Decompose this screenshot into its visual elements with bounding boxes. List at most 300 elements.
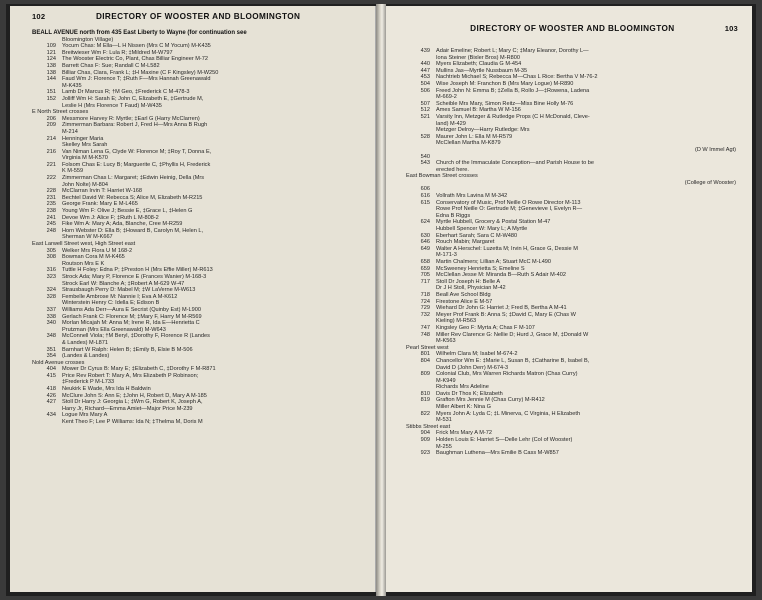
house-number: 718 [420,291,430,298]
house-number: 822 [420,410,430,417]
entry-text: Messmore Harvey R: Myrtle; ‡Earl G (Harry McClarren) [62,115,200,122]
entry-text: BEALL AVENUE north from 435 East Liberty to Wayne (for continuation see [32,30,247,36]
directory-entry [406,88,740,95]
entry-text: Morlan Micajah M: Anna M; Irene R, Ida E—Henrietta C [62,320,200,327]
house-number: 222 [46,175,56,182]
house-number: 732 [420,311,430,318]
entry-text: Stoll Dr Joseph H: Belle A [436,278,501,285]
directory-entry [32,228,365,235]
house-number: 109 [46,43,56,50]
directory-entry [32,300,365,307]
directory-entry [406,318,740,325]
directory-entry [32,50,365,57]
entry-text: Frick Mrs Mary A M-72 [436,430,492,437]
entry-text: Myers John A: Lyda C; ‡L Minerva, C Virginia, H Elizabeth [436,410,581,417]
entry-text: East Larwell Street west, High Street east [32,241,136,247]
entry-text: East Bowman Street crosses [406,173,478,180]
directory-entry [32,274,365,281]
house-number: 543 [420,160,430,167]
house-number: 659 [420,265,430,272]
directory-entry [32,208,365,215]
directory-entry [32,155,365,162]
directory-entry [32,406,365,413]
directory-entry [406,411,740,418]
directory-entry [406,94,740,101]
house-number: 337 [46,306,56,313]
house-number: 801 [420,351,430,358]
book-gutter [376,4,386,596]
entry-text: Leslie H (Mrs Florence T Faud) M-W435 [62,102,162,109]
directory-entry [406,272,740,279]
directory-entry [406,285,740,292]
entry-text: Nachtrieb Michael S; Rebecca M—Chas L Rice: Bertha V M-76-2 [436,74,598,81]
entry-text: Routson Mrs E K [62,260,105,267]
directory-entry [32,353,365,360]
entry-text: & Landes) M-L871 [62,339,109,346]
house-number: 447 [420,67,430,74]
entry-text: Logue Mrs Mary A [62,412,108,419]
house-number: 144 [46,76,56,83]
directory-entry [406,226,740,233]
house-number: 507 [420,100,430,107]
right-page-header [406,24,738,33]
directory-entry [32,116,365,123]
entry-text: Miller Albert K: Nina G [436,404,492,411]
street-heading [406,424,740,431]
entry-text: Zimmerman Chas L: Margaret; ‡Edwin Heinig, Della (Mrs [62,175,205,182]
directory-entry [406,299,740,306]
directory-entry [32,37,365,44]
directory-entry [32,201,365,208]
directory-entry [32,366,365,373]
entry-text: Dr J H Stoll, Physician M-42 [436,285,506,292]
entry-text: Vollrath Mrs Lavina M M-342 [436,193,508,200]
directory-entry [406,358,740,365]
entry-text: Church of the Immaculate Conception—and Parish House to be [436,160,594,167]
entry-text: Stibbs Street east [406,423,451,430]
entry-text: Richards Mrs Adeline [436,384,489,391]
directory-entry [406,252,740,259]
house-number: 418 [46,386,56,393]
directory-entry [32,63,365,70]
entry-text: John Nolte) M-804 [62,181,109,188]
entry-text: Fike Wm A: Mary A; Ada, Blanche, Cree M-R259 [62,221,183,228]
left-directory-listing [32,30,365,426]
entry-text: Kingsley Geo F: Myrta A; Chas F M-107 [436,324,535,331]
entry-text: Nold Avenue crosses [32,359,85,366]
house-number: 231 [46,194,56,201]
directory-entry [32,221,365,228]
directory-entry [406,154,740,161]
entry-text: Kent Theo F; Lee P Williams: Ida N; ‡Thelma M, Doris M [62,419,203,426]
directory-entry [406,213,740,220]
entry-text: Edna B Riggs [436,212,471,219]
entry-text: Scheible Mrs Mary, Simon Reitz—Miss Bine Holly M-76 [436,100,574,107]
entry-text: M-K949 [436,377,456,384]
entry-text: McConnell Viola; †M Beryl, ‡Dorothy F, Florence R (Landes [62,333,210,340]
entry-text: Lamb Dr Marcus R; †M Geo, ‡Frederick C M-478-3 [62,89,190,96]
directory-entry [32,373,365,380]
entry-text: Strock Ada; Mary P, Florence E (Frances Wanier) M-168-3 [62,273,207,280]
directory-entry [406,391,740,398]
entry-text: Williams Ada Derr—Aura E Secrist (Quinby Est) M-L900 [62,306,201,313]
directory-entry [406,371,740,378]
right-directory-listing [406,48,740,457]
entry-text: Maurer John L: Ella M M-R579 [436,133,513,140]
entry-text: Breitwieser Wm F: Lula R; ‡Mildred M-W797 [62,49,173,56]
house-number: 512 [420,107,430,114]
directory-entry [406,219,740,226]
directory-entry [32,386,365,393]
directory-entry [32,195,365,202]
directory-entry [406,365,740,372]
directory-entry [32,96,365,103]
house-number: 351 [46,346,56,353]
house-number: 427 [46,399,56,406]
entry-text: Van Niman Lena G, Clyde W: Florence M; ‡Roy T, Donna E, [62,148,212,155]
directory-entry [406,55,740,62]
directory-entry [32,136,365,143]
entry-text: Bloomington Village) [62,36,114,43]
entry-text: Mower Dr Cyrus B: Mary E; ‡Elizabeth C, ‡Dorothy F M-R871 [62,366,216,373]
house-number: 521 [420,113,430,120]
directory-entry [32,168,365,175]
house-number: 221 [46,161,56,168]
directory-entry [32,70,365,77]
entry-text: Virginia M M-K570 [62,155,108,162]
house-number: 748 [420,331,430,338]
street-heading [32,30,365,37]
directory-entry [32,419,365,426]
house-number: 348 [46,333,56,340]
entry-text: Martin Chalmers; Lillian A; Stuart McC M-L490 [436,259,552,265]
entry-text: Harry Jr, Richard—Emma Amiet—Major Price M-239 [62,405,193,412]
directory-entry [406,312,740,319]
directory-entry [406,127,740,134]
directory-entry [406,160,740,167]
entry-text: M-K563 [436,338,456,345]
entry-text: Meyer Prof Frank B: Anna S; ‡David C, Mary E (Chas W [436,311,576,318]
directory-entry [406,140,740,147]
directory-entry [406,134,740,141]
directory-entry [406,180,740,187]
directory-entry [406,305,740,312]
entry-text: Colonial Club, Mrs Warren Richards Matron (Chas Curry) [436,371,578,378]
entry-text: Varsity Inn, Metzger & Rutledge Props (C H McDonald, Cleve- [436,113,590,120]
entry-text: M-669-2 [436,94,457,101]
entry-text: Young Wm F: Olive J; Bessie E, ‡Grace L, ‡Helen G [62,208,193,215]
entry-text: Holden Louis E: Harriet S—Delle Lehr (Col of Wooster) [436,437,573,444]
directory-entry [32,122,365,129]
entry-text: Barrett Chas F: Sue; Randall C M-L582 [62,62,160,69]
directory-entry [406,193,740,200]
directory-entry [32,182,365,189]
house-number: 121 [46,49,56,56]
entry-text: Iona Steiner (Bixler Bros) M-R800 [436,54,520,61]
house-number: 216 [46,148,56,155]
house-number: 506 [420,87,430,94]
directory-entry [406,61,740,68]
directory-entry [32,103,365,110]
house-number: 241 [46,214,56,221]
entry-text: Walter A Herschel: Luzetta M; Irvin H, Grace G, Dessie M [436,245,578,252]
entry-text: Billiar Chas, Clara, Frank L; ‡H Maxine (C F Kingsley) M-W250 [62,69,219,76]
house-number: 439 [420,48,430,54]
house-number: 615 [420,199,430,206]
directory-entry [32,248,365,255]
right-running-head: DIRECTORY OF WOOSTER AND BLOOMINGTON [470,24,675,33]
house-number: 747 [420,324,430,331]
directory-entry [406,397,740,404]
entry-text: Bowman Cora M M-K465 [62,254,125,261]
directory-entry [32,254,365,261]
entry-text: Folsom Chas E: Lucy B; Marguerite C, ‡Phyllis H, Frederick [62,161,211,168]
house-number: 804 [420,357,430,364]
house-number: 323 [46,273,56,280]
directory-entry [32,307,365,314]
street-heading [32,360,365,367]
entry-text: Stoll Dr Harry J: Georgia L; ‡Wm G, Robert K, Joseph A, [62,399,203,406]
entry-text: land) M-429 [436,120,466,127]
directory-entry [406,384,740,391]
house-number: 151 [46,89,56,96]
directory-entry [32,188,365,195]
house-number: 206 [46,115,56,122]
entry-text: McClellan Martha M-K879 [436,140,501,147]
house-number: 434 [46,412,56,419]
house-number: 328 [46,293,56,300]
directory-entry [406,200,740,207]
house-number: 705 [420,272,430,279]
directory-entry [406,338,740,345]
house-number: 404 [46,366,56,373]
directory-entry [406,450,740,457]
directory-entry [406,332,740,339]
entry-text: Henninger Maria [62,135,104,142]
directory-entry [406,114,740,121]
directory-entry [32,234,365,241]
house-number: 238 [46,208,56,215]
directory-entry [406,259,740,266]
entry-text: McClure John S: Ann E; ‡John H, Robert D, Mary A M-185 [62,392,207,399]
entry-text: Grafton Mrs Jennie M (Chas Curry) M-R412 [436,397,545,404]
entry-text: Neukirk E Wade, Mrs Ida H Baldwin [62,386,151,393]
entry-text: Conservatory of Music, Prof Neille O Rowe Director M-113 [436,199,581,206]
house-number: 717 [420,278,430,285]
directory-entry [406,437,740,444]
entry-text: Sherman W M-K667 [62,234,113,241]
entry-text: ‡Frederick P M-L733 [62,379,115,386]
street-heading [406,345,740,352]
house-number: 729 [420,305,430,312]
directory-entry [406,74,740,81]
entry-text: The Wooster Electric Co, Plant, Chas Billiar Engineer M-72 [62,56,209,63]
entry-text: (D W Immel Agt) [694,146,736,153]
entry-text: McSweeney Henrietta S; Emeline S [436,265,525,272]
directory-entry [32,129,365,136]
house-number: 624 [420,219,430,226]
entry-text: Beall Ave School Bldg [436,291,491,298]
entry-text: Hubbell Spencer W: Mary L; A Myrtle [436,226,528,233]
directory-entry [32,43,365,50]
house-number: 340 [46,320,56,327]
house-number: 504 [420,80,430,87]
directory-entry [406,206,740,213]
entry-text: Yocum Chas: M Ella—L H Nissen (Mrs C M Yocum) M-K435 [62,43,211,50]
house-number: 616 [420,193,430,200]
entry-text: Prutzman (Mrs Ella Greenawald) M-W643 [62,326,166,333]
directory-entry [406,167,740,174]
house-number: 606 [420,186,430,193]
house-number: 923 [420,450,430,457]
directory-entry [32,379,365,386]
house-number: 540 [420,153,430,160]
right-page [386,6,752,592]
entry-text: McClellan Jesse M: Miranda B—Ruth S Adair M-402 [436,272,566,279]
entry-text: Welker Mrs Flora U M 168-2 [62,247,133,254]
entry-text: Baughman Luthena—Mrs Emilie B Cass M-W857 [436,450,559,457]
directory-entry [406,121,740,128]
left-page-header [32,12,365,21]
entry-text: Wiehard Dr John G: Harriet J; Fred B, Bertha A M-41 [436,305,567,312]
directory-entry [32,281,365,288]
entry-text: Faud Wm J: Florence T; ‡Ruth F—Mrs Hannah Greenawald [62,76,211,83]
directory-entry [32,393,365,400]
house-number: 453 [420,74,430,81]
street-heading [32,109,365,116]
left-page-number: 102 [32,12,46,21]
directory-entry [406,351,740,358]
directory-entry [406,246,740,253]
directory-entry [406,186,740,193]
entry-text: Fembelle Ambrose M: Nannie I; Eva A M-K612 [62,293,178,300]
entry-text: E North Street crosses [32,109,89,116]
directory-entry [406,107,740,114]
directory-entry [32,314,365,321]
house-number: 138 [46,69,56,76]
entry-text: M-171-3 [436,252,457,259]
directory-entry [406,68,740,75]
entry-text: Bechtel David W: Rebecca S; Alice M, Elizabeth M-R215 [62,194,203,201]
street-heading [406,173,740,180]
entry-text: Chancellor Wm E: ‡Marie L, Susan B, ‡Catharine B, Isabel B, [436,357,590,364]
entry-text: Rouch Mabin; Margaret [436,239,495,246]
entry-text: Miller Rev Clarence G: Nellie D; Hurd J, Grace M, ‡Donald W [436,331,589,338]
house-number: 528 [420,133,430,140]
house-number: 426 [46,392,56,399]
entry-text: M-214 [62,128,78,135]
house-number: 909 [420,437,430,444]
entry-text: Zimmerman Barbara: Robert J, Fred H—Mrs Anna B Rugh [62,122,208,129]
entry-text: Wilhelm Clara M; Isabel M-674-2 [436,351,518,358]
directory-entry [406,101,740,108]
entry-text: Jolliff Wm H: Sarah E; John C, Elizabeth E, ‡Gertrude M, [62,95,204,102]
house-number: 209 [46,122,56,129]
entry-text: M-K435 [62,82,82,89]
entry-text: (College of Wooster) [684,179,736,186]
directory-entry [32,76,365,83]
entry-text: Mullins Jas—Myrtle Nussbaum M-35 [436,67,528,74]
directory-entry [32,294,365,301]
entry-text: Horn Webster D: Ella B; ‡Howard B, Carolyn M, Helen L, [62,227,204,234]
left-running-head: DIRECTORY OF WOOSTER AND BLOOMINGTON [95,12,301,21]
directory-entry [406,239,740,246]
house-number: 646 [420,239,430,246]
house-number: 235 [46,201,56,208]
entry-text: Metzger Delroy—Harry Rutledge: Mrs [436,127,530,134]
entry-text: Winterstein Henry C: Idella E; Edison B [62,300,160,307]
directory-entry [32,83,365,90]
left-page [10,6,376,592]
entry-text: David D (John Derr) M-674-3 [436,364,509,371]
entry-text: K M-559 [62,168,84,175]
entry-text: Strock Earl W: Blanche A; ‡Robert A M-629 W-47 [62,280,185,287]
entry-text: Eberhart Sarah; Sara C M-W480 [436,232,518,239]
entry-text: Price Rev Robert T: Mary A, Mrs Elizabeth P Robinson; [62,372,199,379]
entry-text: Rowe Prof Neille O: Gertrude M; ‡Genevieve I, Evelyn R— [436,206,583,213]
right-page-number: 103 [724,24,738,33]
entry-text: Gerlach Frank C: Florence M; ‡Mary F, Harry M M-R569 [62,313,202,320]
house-number: 152 [46,95,56,102]
entry-text: Ames Samuel B: Martha W M-156 [436,107,521,114]
entry-text: Myrtle Hubbell, Grocery & Postal Station M-47 [436,219,551,226]
house-number: 316 [46,267,56,274]
house-number: 724 [420,298,430,305]
house-number: 308 [46,254,56,261]
directory-entry [406,48,740,55]
entry-text: George Frank: Mary E M-L465 [62,201,138,208]
house-number: 138 [46,62,56,69]
directory-entry [406,325,740,332]
directory-entry [406,233,740,240]
house-number: 630 [420,232,430,239]
entry-text: Firestone Alice E M-57 [436,298,493,305]
house-number: 810 [420,390,430,397]
directory-entry [406,266,740,273]
directory-entry [32,162,365,169]
house-number: 338 [46,313,56,320]
house-number: 354 [46,353,56,360]
entry-text: erected here. [436,166,469,173]
directory-entry [32,149,365,156]
house-number: 324 [46,287,56,294]
directory-entry [32,215,365,222]
entry-text: Skelley Mrs Sarah [62,142,108,149]
entry-text: McClarran Irvin T: Harriet W-168 [62,188,142,195]
house-number: 248 [46,227,56,234]
entry-text: Tuttle H Foley: Edna P; ‡Preston H (Mrs Effie Miller) M-R613 [62,267,213,274]
house-number: 415 [46,372,56,379]
house-number: 305 [46,247,56,254]
directory-entry [32,320,365,327]
entry-text: Adair Emeline; Robert L; Mary C; ‡Mary Eleanor, Dorothy L— [436,48,589,54]
house-number: 214 [46,135,56,142]
directory-entry [32,89,365,96]
house-number: 819 [420,397,430,404]
directory-entry [406,444,740,451]
entry-text: (Landes & Landes) [62,353,110,360]
directory-entry [32,333,365,340]
directory-entry [32,347,365,354]
house-number: 228 [46,188,56,195]
directory-entry [406,378,740,385]
directory-entry [32,412,365,419]
entry-text: Kieling) M-R563 [436,318,477,325]
entry-text: Devoe Wm J: Alice F; ‡Ruth L M-808-2 [62,214,159,221]
entry-text: Strausbaugh Perry D: Mabel M; ‡W LaVerne M-W613 [62,287,196,294]
house-number: 649 [420,245,430,252]
directory-entry [406,430,740,437]
